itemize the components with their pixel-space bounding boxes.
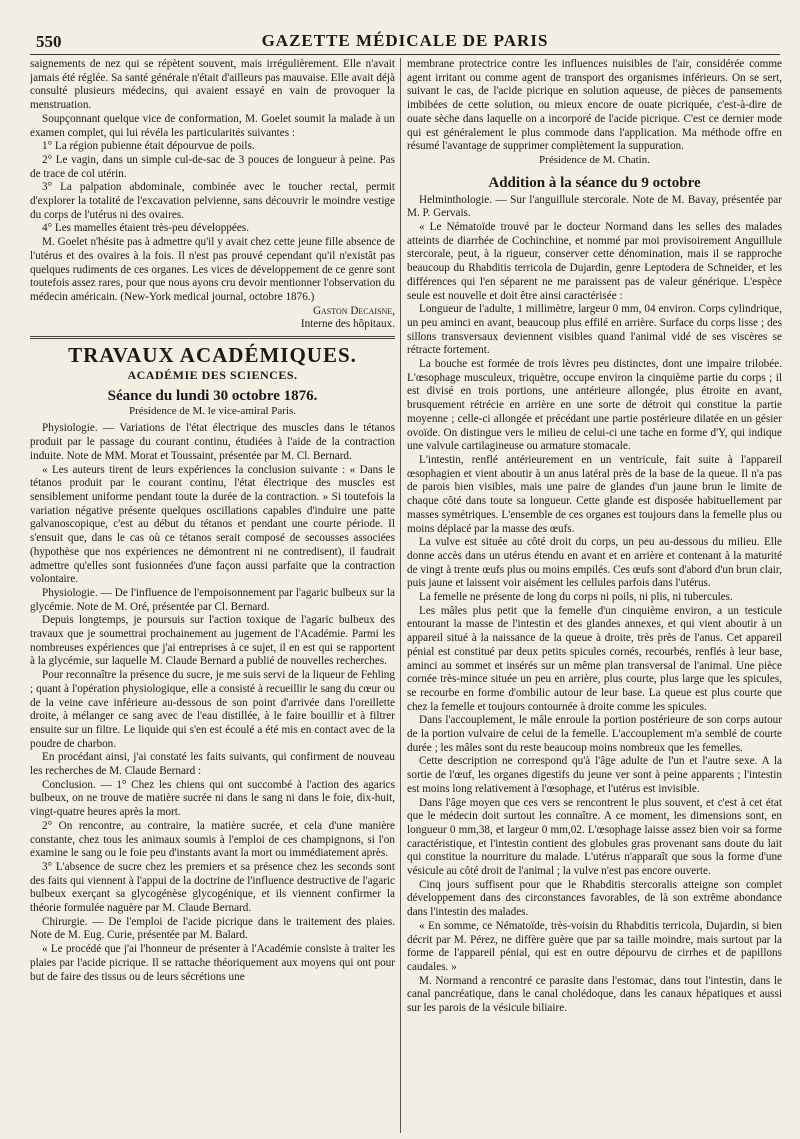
section-divider	[30, 336, 395, 339]
paragraph: M. Normand a rencontré ce parasite dans l'estomac, dans tout l'intestin, dans le canal pancréatique, dans le canal cholédoque, dans les canaux hépatiques et aussi sur les parois de la vésicule biliaire.	[407, 974, 782, 1015]
paragraph: membrane protectrice contre les influences nuisibles de l'air, considérée comme agent irritant ou comme agent de transport des organismes inférieurs. On se sert, suivant le cas, de l'acide picrique en solution aqueuse, de pièces de pansements imbibées de cette solution, ou mieux encore de ouate picriquée, c'est-à-dire de ouate sèche dans laquelle on a incorporé de l'acide picrique. C'est ce dernier mode qui est généralement le plus commode dans l'application. Ma méthode offre en résumé l'avantage de supprimer complètement la suppuration.	[407, 58, 782, 153]
paragraph: « Le procédé que j'ai l'honneur de présenter à l'Académie consiste à traiter les plaies par l'acide picrique. Il se rattache théoriquement aux moyens qui ont pour but de faire des tissus ou de leurs sécrétions une	[30, 943, 395, 983]
paragraph: Conclusion. — 1° Chez les chiens qui ont succombé à l'action des agarics bulbeux, on ne trouve de matière sucrée ni dans le sang ni dans le foie, dix-huit, vingt-quatre heures après la mort.	[30, 778, 395, 819]
section-title: TRAVAUX ACADÉMIQUES.	[68, 343, 357, 368]
paragraph: Physiologie. — De l'influence de l'empoisonnement par l'agaric bulbeux sur la glycémie. Note de M. Oré, présentée par Cl. Bernard.	[30, 586, 395, 613]
paragraph: 4° Les mamelles étaient très-peu développées.	[42, 222, 250, 235]
paragraph: Cette description ne correspond qu'à l'âge adulte de l'un et l'autre sexe. A la sortie de l'œuf, les organes digestifs du jeune ver sont à peine apparents ; l'intestin est moins long relativement à l'œsophage, et l'utérus est invisible.	[407, 755, 782, 795]
paragraph: Pour reconnaître la présence du sucre, je me suis servi de la liqueur de Fehling ; quant à l'opération physiologique, elle a consisté à recueillir le sang du cœur ou de la veine cave inférieure au-dessous de son point d'arrivée dans l'oreillette droite, à mélanger ce sang avec de l'eau distillée, à le faire bouillir et à filtrer ensuite sur un filtre. Le liquide qui s'en est écoulé a été mis en contact avec de la poudre de charbon.	[30, 669, 395, 750]
section-subtitle: ACADÉMIE DES SCIENCES.	[127, 368, 298, 383]
presidency-line: Présidence de M. Chatin.	[539, 153, 650, 166]
paragraph: Depuis longtemps, je poursuis sur l'action toxique de l'agaric bulbeux des travaux que je soumettrai prochainement au jugement de l'Académie. Parmi les nombreuses expériences que j'ai entreprises à ce sujet, il en est qui se rapportent à la glycémie, sur laquelle M. Claude Bernard a publié de nouvelles recherches.	[30, 614, 395, 668]
paragraph: Dans l'accouplement, le mâle enroule la portion postérieure de son corps autour de la portion vulvaire de celui de la femelle. L'accouplement m'a semblé de courte durée ; les mâles sont du reste beaucoup moins nombreux que les femelles.	[407, 714, 782, 754]
paragraph: saignements de nez qui se répètent souvent, mais irrégulièrement. Elle n'avait jamais été réglée. Sa santé générale n'était d'ailleurs pas mauvaise. Elle avait déjà consulté plusieurs médecins, qui avaient essayé en vain de provoquer la menstruation.	[30, 58, 395, 112]
paragraph: Helminthologie. — Sur l'anguillule stercorale. Note de M. Bavay, présentée par M. P. Gervais.	[407, 193, 782, 220]
paragraph: 1° La région pubienne était dépourvue de poils.	[42, 140, 255, 153]
paragraph: En procédant ainsi, j'ai constaté les faits suivants, qui confirment de nouveau les recherches de M. Claude Bernard :	[30, 751, 395, 778]
paragraph: 2° On rencontre, au contraire, la matière sucrée, et cela d'une manière constante, chez tous les animaux soumis à l'emploi de ces champignons, si l'on examine le sang ou le foie peu d'instants avant la mort ou immédiatement après.	[30, 819, 395, 860]
page-number: 550	[36, 32, 62, 51]
addition-heading: Addition à la séance du 9 octobre	[488, 174, 701, 191]
paragraph: « En somme, ce Nématoïde, très-voisin du Rhabditis terricola, Dujardin, si bien décrit par M. Pérez, ne diffère guère que par sa taille moindre, mais surtout par la forme de l'appareil pénial, qui est en outre dépourvu de cirrhes et de papillons caudales. »	[407, 919, 782, 973]
paragraph: Les mâles plus petit que la femelle d'un cinquième environ, a un testicule entourant la masse de l'intestin et des glandes annexes, et qui vient aboutir à un appareil situé à la naissance de la queue à droite, très près de l'anus. Cet appareil pénial est constitué par deux petits spicules cornés, recourbés, renflés à leur base, aminci au sommet et insérés sur un même plan transversal de l'animal. Une pièce cornée très-mince située un peu en arrière, plus courte, plus large que les spicules, se recourbe en forme d'ombilic autour de leur base. La queue est plus courte que chez la femelle et toujours contournée à droite comme les spicules.	[407, 604, 782, 713]
paragraph: 3° L'absence de sucre chez les premiers et sa présence chez les seconds sont des faits qui viennent à l'appui de la doctrine de l'influence destructive de l'agaric bulbeux exerçant sa glycogénèse glycogénique, et ils viennent confirmer la théorie formulée naguère par M. Claude Bernard.	[30, 860, 395, 915]
paragraph: « Les auteurs tirent de leurs expériences la conclusion suivante : « Dans le tétanos produit par le courant continu, l'état électrique des muscles est sensiblement uniforme pendant toute la durée de la contraction. » Si toutefois la variation négative présente quelques oscillations capables d'induire une patte galvanoscopique, c'est au début du tétanos et pendant une courte période. Il s'ensuit que, dans le cas où ce tétanos serait composé de secousses associées (hypothèse que nos expériences ne démontrent ni ne contredisent), il faudrait admettre qu'elles sont fusionnées d'une façon aussi parfaite que la contraction volontaire.	[30, 463, 395, 586]
column-divider	[400, 58, 401, 1133]
left-column	[30, 58, 395, 1133]
paragraph: Chirurgie. — De l'emploi de l'acide picrique dans le traitement des plaies. Note de M. Eug. Curie, présentée par M. Balard.	[30, 915, 395, 942]
paragraph: « Le Nématoïde trouvé par le docteur Normand dans les selles des malades atteints de diarrhée de Cochinchine, et nommé par moi provisoirement Anguillule stercorale, peut, à la rigueur, conserver cette dénomination, mais il se rapproche beaucoup du Rhabditis terricola de Dujardin, genre Leptodera de Schneider, et les différences qui l'en séparent ne me paraissent pas de valeur générique. L'espèce seule est nouvelle et doit être ainsi caractérisée :	[407, 221, 782, 302]
paragraph: La bouche est formée de trois lèvres peu distinctes, dont une impaire trilobée. L'œsophage musculeux, triquètre, occupe environ la cinquième partie du corps ; il est divisé en trois portions, une antérieure allongée, plus étroite en avant, brusquement rétrécie en arrière en une sorte de détroit qui constitue la partie moyenne ; celle-ci allongée et précédant une partie postérieure dilatée en un gésier ovoïde. On distingue vers le milieu de celui-ci une tache en forme d'Y, qui indique une valvule cartilagineuse ou armature stomacale.	[407, 358, 782, 453]
right-column	[407, 58, 782, 1133]
paragraph: Physiologie. — Variations de l'état électrique des muscles dans le tétanos produit par le passage du courant continu, étudiées à l'aide de la contraction induite. Note de MM. Morat et Toussaint, présentée par M. Cl. Bernard.	[30, 422, 395, 462]
author-title: Interne des hôpitaux.	[300, 318, 395, 331]
paragraph: Longueur de l'adulte, 1 millimètre, largeur 0 mm, 04 environ. Corps cylindrique, un peu aminci en avant, beaucoup plus effilé en arrière. Surface du corps lisse ; des sillons transversaux deviennent visibles quand l'animal vidé de ses viscères se rétracte fortement.	[407, 303, 782, 357]
journal-title: GAZETTE MÉDICALE DE PARIS	[261, 31, 549, 50]
session-heading: Séance du lundi 30 octobre 1876.	[107, 387, 318, 404]
paragraph: 3° La palpation abdominale, combinée avec le toucher rectal, permit d'explorer la totalité de l'excavation pelvienne, sans découvrir le moindre vestige du corps de l'utérus ni des ovaires.	[30, 181, 395, 221]
paragraph: L'intestin, renflé antérieurement en un ventricule, fait suite à l'appareil œsophagien et vient aboutir à un anus latéral près de la base de la queue. Il n'a pas de parois bien visibles, mais une paire de glandes d'un jaune brun le limite de chaque côté dans toute sa longueur. Cette glande est disposée habituellement par masses symétriques. L'ensemble de ces organes est toujours dans la femelle plus ou moins déplacé par la masse des œufs.	[407, 453, 782, 535]
presidency-line: Présidence de M. le vice-amiral Paris.	[128, 404, 297, 417]
paragraph: La femelle ne présente de long du corps ni poils, ni plis, ni tubercules.	[419, 591, 733, 604]
author-signature: Gaston Decaisne,	[312, 304, 395, 317]
paragraph: M. Goelet n'hésite pas à admettre qu'il y avait chez cette jeune fille absence de l'utérus et des ovaires à la fois. Il n'est pas prouvé cependant qu'il n'existât pas quelques rudiments de ces organes. Les vices de développement de ce genre sont toutefois assez rares, pour que nous ayons cru devoir mentionner l'observation du médecin américain. (New-York medical journal, octobre 1876.)	[30, 236, 395, 303]
paragraph: 2° Le vagin, dans un simple cul-de-sac de 3 pouces de longueur à peine. Pas de trace de col utérin.	[30, 153, 395, 180]
paragraph: Dans l'âge moyen que ces vers se rencontrent le plus souvent, et c'est à cet état que le médecin doit surtout les connaître. A ce moment, les dimensions sont, en longueur 0 mm,38, et largeur 0 mm,02. L'œsophage laisse assez bien voir sa forme caractéristique, et l'intestin contient des globules gras provenant sans doute du lait qui constitue la nourriture du malade. L'utérus n'apparaît que sous la forme d'une vésicule au côté droit de l'animal ; la vulve n'est pas encore ouverte.	[407, 796, 782, 878]
paragraph: Soupçonnant quelque vice de conformation, M. Goelet soumit la malade à un examen complet, qui lui révéla les particularités suivantes :	[30, 112, 395, 139]
page-header	[30, 30, 780, 55]
paragraph: La vulve est située au côté droit du corps, un peu au-dessous du milieu. Elle donne accès dans un utérus étendu en avant et en arrière et contenant à la maturité de vingt à trente œufs plus ou moins empilés. Ces œufs sont d'abord d'un brun clair, puis jaune et laissent voir aisément les cellules parfois dans l'utérus.	[407, 536, 782, 590]
paragraph: Cinq jours suffisent pour que le Rhabditis stercoralis atteigne son complet développement dans des circonstances favorables, de là son extrême abondance dans l'intestin des malades.	[407, 878, 782, 919]
